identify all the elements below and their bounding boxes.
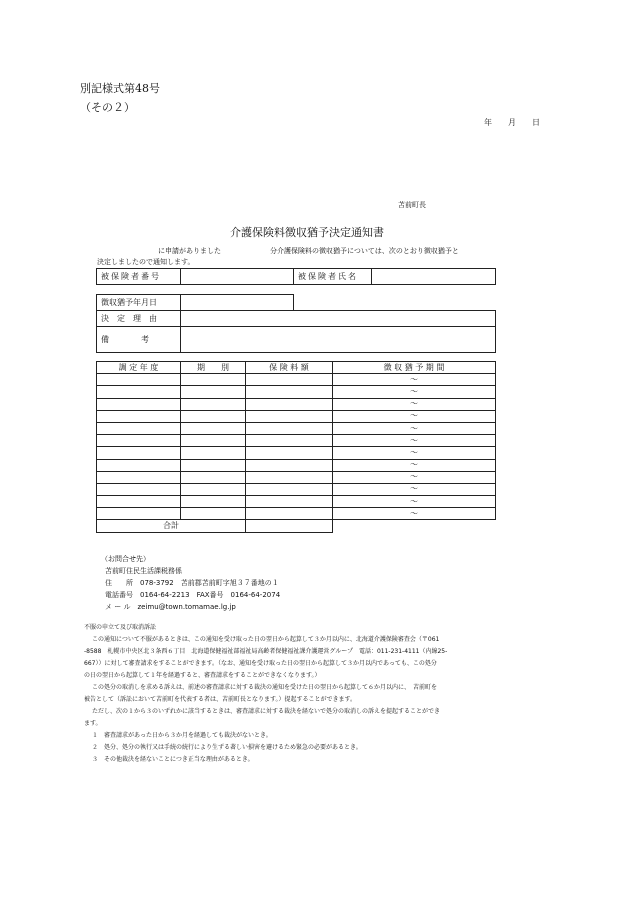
total-amount-cell	[246, 520, 333, 532]
fiscal-year-cell	[97, 398, 181, 410]
intro-line-1: に申請がありました 分介護保険料の徴収猶予については、次のとおり徴収猶予と	[158, 247, 459, 255]
grace-period-cell: ～	[333, 447, 496, 459]
notes-line: この通知について不服があるときは、この通知を受け取った日の翌日から起算して３か月以内に、北海道介護保険審査会（〒061	[92, 636, 440, 643]
decision-table	[96, 294, 496, 353]
grace-period-cell: ～	[333, 386, 496, 398]
header-premium-amount: 保 険 料 額	[246, 362, 333, 374]
grace-date-label: 徴収猶予年月日	[97, 295, 181, 311]
fiscal-year-cell	[97, 374, 181, 386]
period-row	[97, 508, 496, 520]
fiscal-year-cell	[97, 471, 181, 483]
notes-line: の日の翌日から起算して１年を経過すると、審査請求をすることができなくなります。）	[84, 672, 321, 679]
contact-department: 苫前町住民生活課税務係	[105, 567, 182, 575]
appeal-notes	[84, 622, 524, 766]
premium-amount-cell	[246, 447, 333, 459]
period-row	[97, 374, 496, 386]
premium-amount-cell	[246, 435, 333, 447]
contact-email: メ ー ル zeimu@town.tomamae.lg.jp	[105, 603, 236, 611]
insured-number-value	[181, 269, 294, 285]
reason-label: 決 定 理 由	[97, 311, 181, 327]
period-cell	[181, 435, 246, 447]
reason-row	[97, 311, 496, 327]
date-line: 年 月 日	[484, 118, 540, 127]
intro-line-2: 決定しましたので通知します。	[97, 258, 195, 266]
period-row	[97, 398, 496, 410]
insured-name-value	[372, 269, 496, 285]
period-cell	[181, 459, 246, 471]
grace-date-spacer	[294, 295, 496, 311]
notes-line: 667））に対して審査請求をすることができます。（なお、通知を受け取った日の翌日から起算して３か月以内であっても、この処分	[84, 660, 437, 667]
period-cell	[181, 496, 246, 508]
notes-line: １ 審査請求があった日から３か月を経過しても裁決がないとき。	[92, 732, 272, 739]
grace-period-cell: ～	[333, 471, 496, 483]
header-grace-period: 徴 収 猶 予 期 間	[333, 362, 496, 374]
insured-name-label: 被保険者氏名	[294, 269, 372, 285]
insured-row	[97, 269, 496, 285]
period-cell	[181, 422, 246, 434]
grace-period-cell: ～	[333, 435, 496, 447]
period-table	[96, 361, 496, 533]
contact-address: 住 所 078-3792 苫前郡苫前町字旭３７番地の１	[105, 579, 279, 587]
fiscal-year-cell	[97, 386, 181, 398]
fiscal-year-cell	[97, 435, 181, 447]
remarks-row	[97, 327, 496, 353]
remarks-label: 備 考	[97, 327, 181, 353]
premium-amount-cell	[246, 471, 333, 483]
fiscal-year-cell	[97, 422, 181, 434]
total-row	[97, 520, 496, 532]
grace-period-cell: ～	[333, 459, 496, 471]
notes-line: ２ 処分、処分の執行又は手続の続行により生ずる著しい損害を避けるため緊急の必要があるとき。	[92, 744, 362, 751]
grace-period-cell: ～	[333, 422, 496, 434]
fiscal-year-cell	[97, 508, 181, 520]
grace-date-row	[97, 295, 496, 311]
grace-date-value	[181, 295, 294, 311]
period-row	[97, 459, 496, 471]
grace-period-cell: ～	[333, 483, 496, 495]
fiscal-year-cell	[97, 459, 181, 471]
period-row	[97, 410, 496, 422]
premium-amount-cell	[246, 508, 333, 520]
period-cell	[181, 471, 246, 483]
period-row	[97, 435, 496, 447]
premium-amount-cell	[246, 483, 333, 495]
insured-number-label: 被保険者番号	[97, 269, 181, 285]
total-label: 合計	[97, 520, 246, 532]
period-row	[97, 471, 496, 483]
form-sub-number: （その２）	[80, 101, 135, 114]
premium-amount-cell	[246, 496, 333, 508]
premium-amount-cell	[246, 398, 333, 410]
period-row	[97, 386, 496, 398]
grace-period-cell: ～	[333, 496, 496, 508]
form-number: 別記様式第48号	[80, 82, 160, 95]
grace-period-cell: ～	[333, 508, 496, 520]
premium-amount-cell	[246, 422, 333, 434]
premium-amount-cell	[246, 459, 333, 471]
period-cell	[181, 410, 246, 422]
notes-line: ます。	[84, 720, 102, 727]
grace-period-cell: ～	[333, 374, 496, 386]
notes-line: 被告として（訴訟において苫前町を代表する者は、苫前町長となります。）提起することができます。	[84, 696, 357, 703]
premium-amount-cell	[246, 374, 333, 386]
grace-period-cell: ～	[333, 410, 496, 422]
period-cell	[181, 374, 246, 386]
period-header-row	[97, 362, 496, 374]
period-row	[97, 496, 496, 508]
period-cell	[181, 508, 246, 520]
page-title: 介護保険料徴収猶予決定通知書	[230, 226, 384, 239]
header-period: 期 別	[181, 362, 246, 374]
notes-line: ３ その他裁決を経ないことにつき正当な理由があるとき。	[92, 756, 254, 763]
fiscal-year-cell	[97, 483, 181, 495]
period-cell	[181, 447, 246, 459]
fiscal-year-cell	[97, 410, 181, 422]
notes-line: ただし、次の１から３のいずれかに該当するときは、審査請求に対する裁決を経ないで処分の取消しの訴えを提起することができ	[92, 708, 441, 715]
grace-period-cell: ～	[333, 398, 496, 410]
contact-phone-fax: 電話番号 0164-64-2213 FAX番号 0164-64-2074	[105, 591, 281, 599]
notes-heading: 不服の申立て及び取消訴訟	[84, 624, 157, 631]
period-cell	[181, 483, 246, 495]
total-spacer	[333, 520, 496, 532]
notes-line: この処分の取消しを求める訴えは、前述の審査請求に対する裁決の通知を受けた日の翌日から起算して６か月以内に、 苫前町を	[92, 684, 438, 691]
period-cell	[181, 386, 246, 398]
fiscal-year-cell	[97, 447, 181, 459]
issuer: 苫前町長	[398, 201, 426, 209]
remarks-value	[181, 327, 496, 353]
period-row	[97, 422, 496, 434]
period-row	[97, 447, 496, 459]
reason-value	[181, 311, 496, 327]
insured-info-table	[96, 268, 496, 285]
period-row	[97, 483, 496, 495]
premium-amount-cell	[246, 386, 333, 398]
header-fiscal-year: 調 定 年 度	[97, 362, 181, 374]
period-body	[97, 374, 496, 532]
premium-amount-cell	[246, 410, 333, 422]
notes-line: -8588 札幌市中央区北３条西６丁目 北海道保健福祉部福祉局高齢者保健福祉課介護運営グループ 電話：011-231-4111（内線25-	[84, 648, 448, 655]
period-cell	[181, 398, 246, 410]
fiscal-year-cell	[97, 496, 181, 508]
contact-heading: （お問合せ先）	[101, 555, 150, 563]
